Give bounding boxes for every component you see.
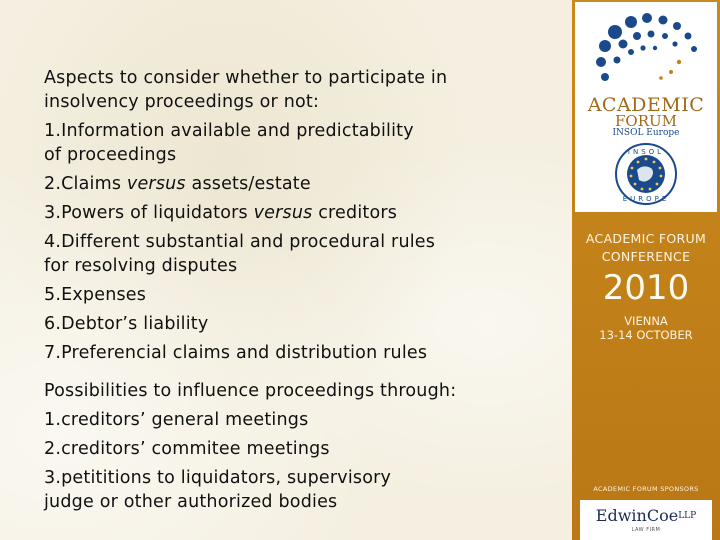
sponsor-subtitle: LAW FIRM	[631, 527, 661, 533]
aspect-italic: versus	[126, 174, 186, 194]
conference-city: VIENNA	[624, 314, 668, 328]
aspect-number: 7.	[44, 343, 62, 363]
conference-line-2: CONFERENCE	[601, 249, 691, 264]
aspect-number: 3.	[44, 203, 62, 223]
possibility-text: creditors’ commitee meetings	[61, 439, 330, 459]
sponsor-name	[580, 506, 712, 525]
logo-wordmark	[575, 94, 717, 138]
aspect-item-2	[44, 172, 564, 196]
aspect-text-end: assets/estate	[185, 174, 311, 194]
heading-line-1: Aspects to consider whether to participate in	[44, 68, 448, 88]
aspect-item-1	[44, 119, 564, 143]
sponsor-logo	[580, 500, 712, 540]
sponsor-suffix: LLP	[678, 511, 697, 521]
possibility-item-2	[44, 437, 564, 461]
aspect-number: 5.	[44, 285, 62, 305]
aspect-number: 4.	[44, 232, 62, 252]
possibilities-heading: Possibilities to influence proceedings through:	[44, 381, 457, 401]
aspect-text: Powers of liquidators	[61, 203, 254, 223]
logo-insol: INSOL Europe	[612, 128, 680, 138]
possibility-item-3-continued: judge or other authorized bodies	[44, 492, 338, 512]
aspect-text: Debtor’s liability	[61, 314, 209, 334]
aspect-text: Preferencial claims and distribution rules	[61, 343, 428, 363]
aspect-text-end: creditors	[312, 203, 398, 223]
aspect-text: Different substantial and procedural rules	[61, 232, 436, 252]
aspect-italic: versus	[253, 203, 313, 223]
slide-content	[44, 66, 564, 514]
possibility-number: 2.	[44, 439, 62, 459]
aspect-item-5	[44, 283, 564, 307]
aspect-item-1-continued: of proceedings	[44, 145, 177, 165]
aspect-item-6	[44, 312, 564, 336]
possibility-text: petititions to liquidators, supervisory	[61, 468, 392, 488]
aspect-text: Expenses	[61, 285, 147, 305]
possibility-item-3	[44, 466, 564, 490]
aspect-text: Information available and predictability	[61, 121, 414, 141]
possibility-number: 1.	[44, 410, 62, 430]
aspect-item-4-continued: for resolving disputes	[44, 256, 238, 276]
seal-bottom-text: EUROPE	[622, 195, 670, 203]
conference-year: 2010	[602, 268, 690, 308]
conference-info	[572, 230, 720, 342]
possibility-item-1	[44, 408, 564, 432]
sponsors-label: ACADEMIC FORUM SPONSORS	[593, 485, 699, 493]
heading-line-2: insolvency proceedings or not:	[44, 92, 320, 112]
conference-line-1: ACADEMIC FORUM	[585, 231, 707, 246]
logo-academic: ACADEMIC	[587, 94, 705, 116]
sponsor-name-text: EdwinCoe	[595, 506, 679, 525]
possibility-number: 3.	[44, 468, 62, 488]
possibility-text: creditors’ general meetings	[61, 410, 309, 430]
aspect-item-4	[44, 230, 564, 254]
aspect-item-7	[44, 341, 564, 365]
section-gap	[44, 365, 564, 374]
conference-dates: 13-14 OCTOBER	[599, 328, 693, 342]
aspect-number: 6.	[44, 314, 62, 334]
academic-forum-logo	[575, 2, 717, 212]
aspect-item-3	[44, 201, 564, 225]
aspect-text: Claims	[61, 174, 127, 194]
aspect-number: 2.	[44, 174, 62, 194]
aspect-number: 1.	[44, 121, 62, 141]
seal-top-text: INSOL	[627, 148, 665, 156]
logo-forum: FORUM	[615, 112, 677, 130]
